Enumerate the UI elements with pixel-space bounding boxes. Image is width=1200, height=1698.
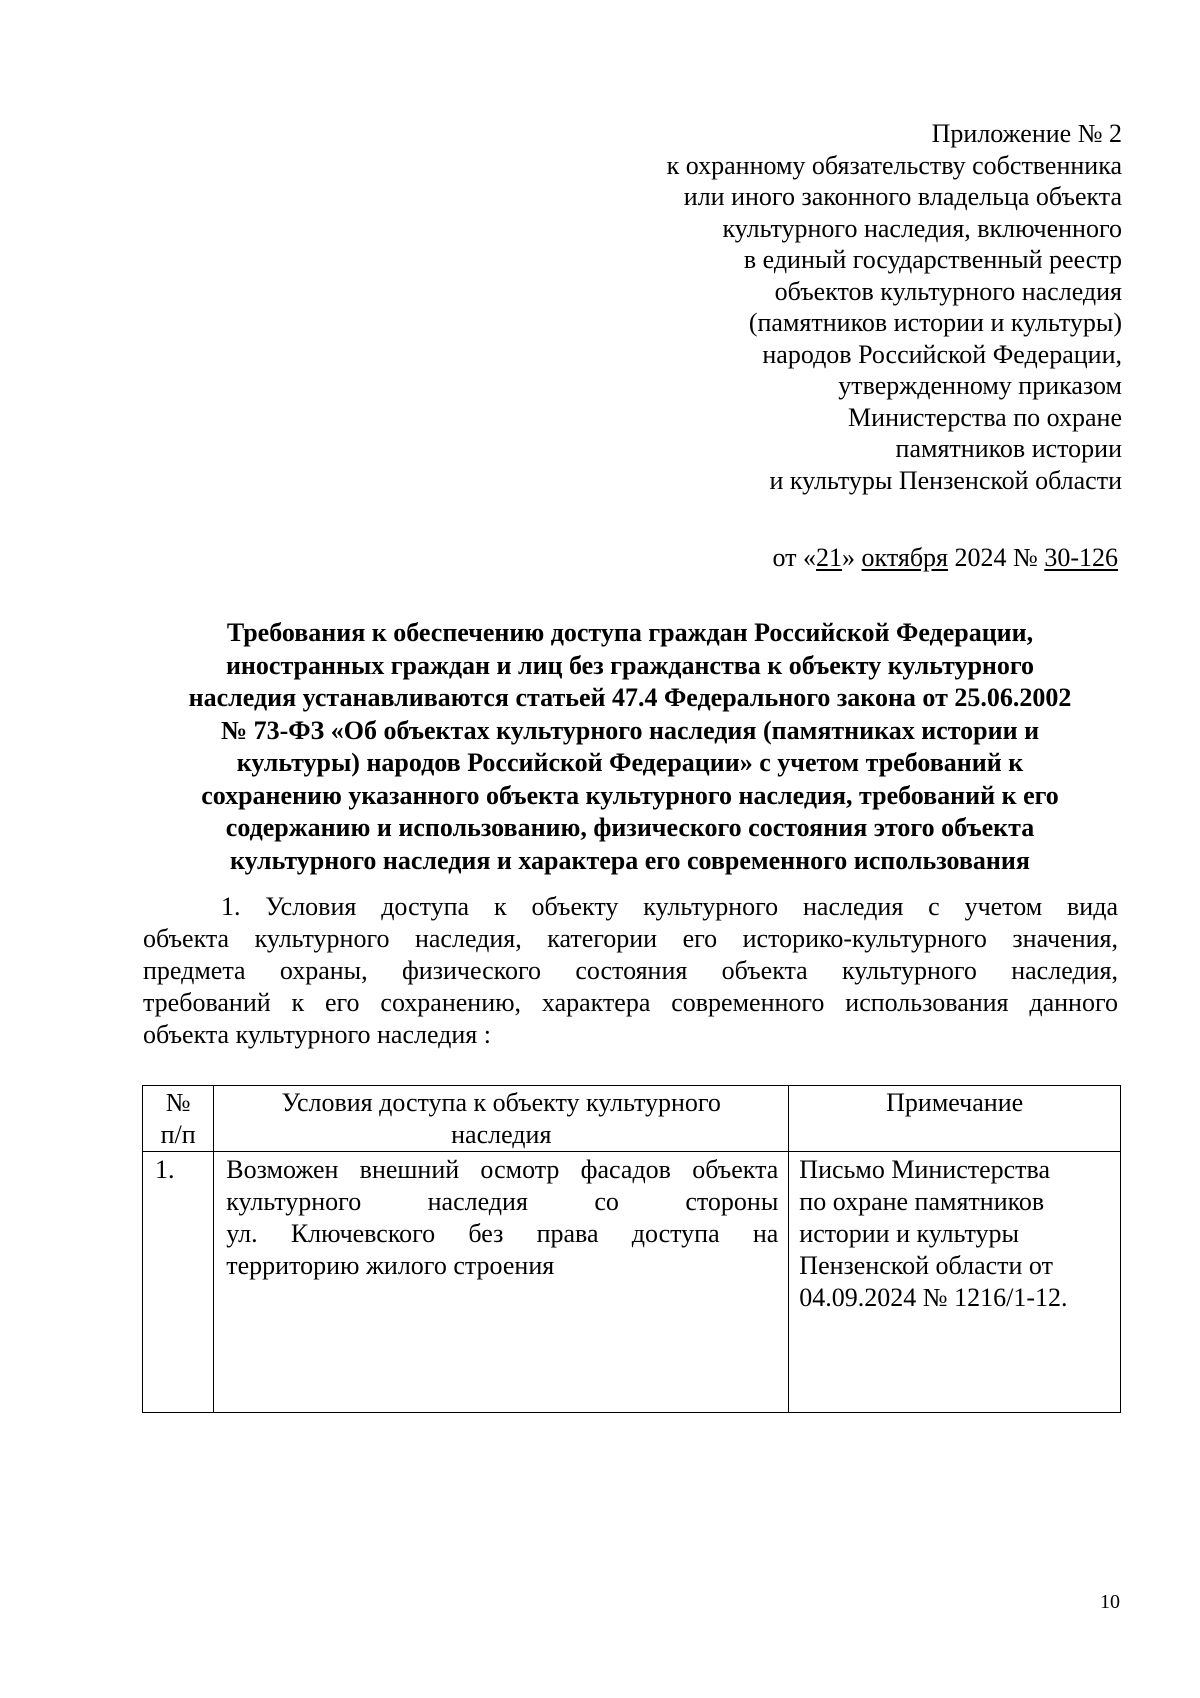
- header-note-label: Примечание: [886, 1088, 1024, 1117]
- heading-line: культурного наследия и характера его современного использования: [230, 845, 1030, 875]
- appendix-line: или иного законного владельца объекта: [683, 182, 1122, 211]
- table-header-row: [143, 1086, 1121, 1152]
- note-line: 04.09.2024 № 1216/1-12.: [799, 1283, 1068, 1312]
- appendix-line: памятников истории: [895, 434, 1122, 463]
- row-conditions: [214, 1152, 789, 1413]
- table-row: [143, 1152, 1121, 1413]
- header-conditions: [214, 1086, 789, 1152]
- header-note: [789, 1086, 1121, 1152]
- heading-line: Требования к обеспечению доступа граждан Российской Федерации,: [226, 618, 1034, 647]
- appendix-line: Приложение № 2: [931, 119, 1122, 148]
- condition-line: территорию жилого строения: [226, 1251, 555, 1280]
- appendix-line: утвержденному приказом: [838, 371, 1122, 400]
- note-line: по охране памятников: [799, 1187, 1045, 1216]
- page-number: 10: [1100, 1591, 1120, 1613]
- header-number-line: п/п: [160, 1120, 196, 1149]
- order-day: 21: [816, 543, 843, 572]
- order-year: 2024 №: [948, 543, 1045, 572]
- appendix-line: народов Российской Федерации,: [762, 339, 1122, 369]
- paragraph-line: предмета охраны, физического состояния объекта культурного наследия,: [143, 956, 1118, 985]
- heading-line: иностранных граждан и лиц без гражданства к объекту культурного: [225, 650, 1035, 680]
- paragraph-line: объекта культурного наследия :: [143, 1020, 491, 1049]
- heading-line: культуры) народов Российской Федерации» с учетом требований к: [236, 748, 1024, 777]
- condition-line: ул. Ключевского без права доступа на: [226, 1219, 779, 1248]
- header-conditions-line: Условия доступа к объекту культурного: [281, 1088, 721, 1117]
- order-number: 30-126: [1044, 543, 1118, 572]
- condition-line: культурного наследия со стороны: [226, 1187, 779, 1216]
- appendix-line: к охранному обязательству собственника: [666, 150, 1122, 180]
- appendix-line: и культуры Пензенской области: [769, 465, 1122, 495]
- appendix-line: (памятников истории и культуры): [748, 308, 1122, 337]
- order-mid: »: [842, 543, 862, 572]
- heading-line: № 73-ФЗ «Об объектах культурного наследия (памятниках истории и: [220, 715, 1040, 745]
- header-conditions-line: наследия: [451, 1120, 552, 1149]
- header-number-line: №: [165, 1088, 191, 1117]
- note-line: Письмо Министерства: [799, 1155, 1051, 1184]
- order-prefix: от «: [772, 543, 817, 572]
- appendix-line: культурного наследия, включенного: [722, 213, 1122, 243]
- heading-line: содержанию и использованию, физического состояния этого объекта: [225, 813, 1035, 842]
- order-date-line: [773, 542, 1118, 573]
- paragraph-line: объекта культурного наследия, категории его историко-культурного значения,: [143, 924, 1118, 953]
- heading-line: сохранению указанного объекта культурного наследия, требований к его: [201, 780, 1059, 810]
- appendix-header: [502, 118, 1122, 496]
- paragraph-line: 1. Условия доступа к объекту культурного наследия с учетом вида: [221, 892, 1118, 921]
- note-line: истории и культуры: [799, 1219, 1019, 1248]
- row-note: [789, 1152, 1121, 1413]
- note-line: Пензенской области от: [799, 1251, 1053, 1280]
- row-number: 1.: [143, 1152, 214, 1413]
- document-heading: [140, 617, 1120, 877]
- appendix-line: в единый государственный реестр: [743, 245, 1122, 274]
- order-month: октября: [861, 543, 949, 572]
- heading-line: наследия устанавливаются статьей 47.4 Федерального закона от 25.06.2002: [188, 683, 1072, 712]
- header-number: [143, 1086, 214, 1152]
- condition-line: Возможен внешний осмотр фасадов объекта: [226, 1155, 779, 1184]
- paragraph-line: требований к его сохранению, характера современного использования данного: [143, 988, 1118, 1017]
- access-conditions-table: [142, 1085, 1121, 1413]
- appendix-line: Министерства по охране: [848, 402, 1122, 432]
- appendix-line: объектов культурного наследия: [774, 276, 1122, 306]
- access-conditions-paragraph: [143, 891, 1118, 1051]
